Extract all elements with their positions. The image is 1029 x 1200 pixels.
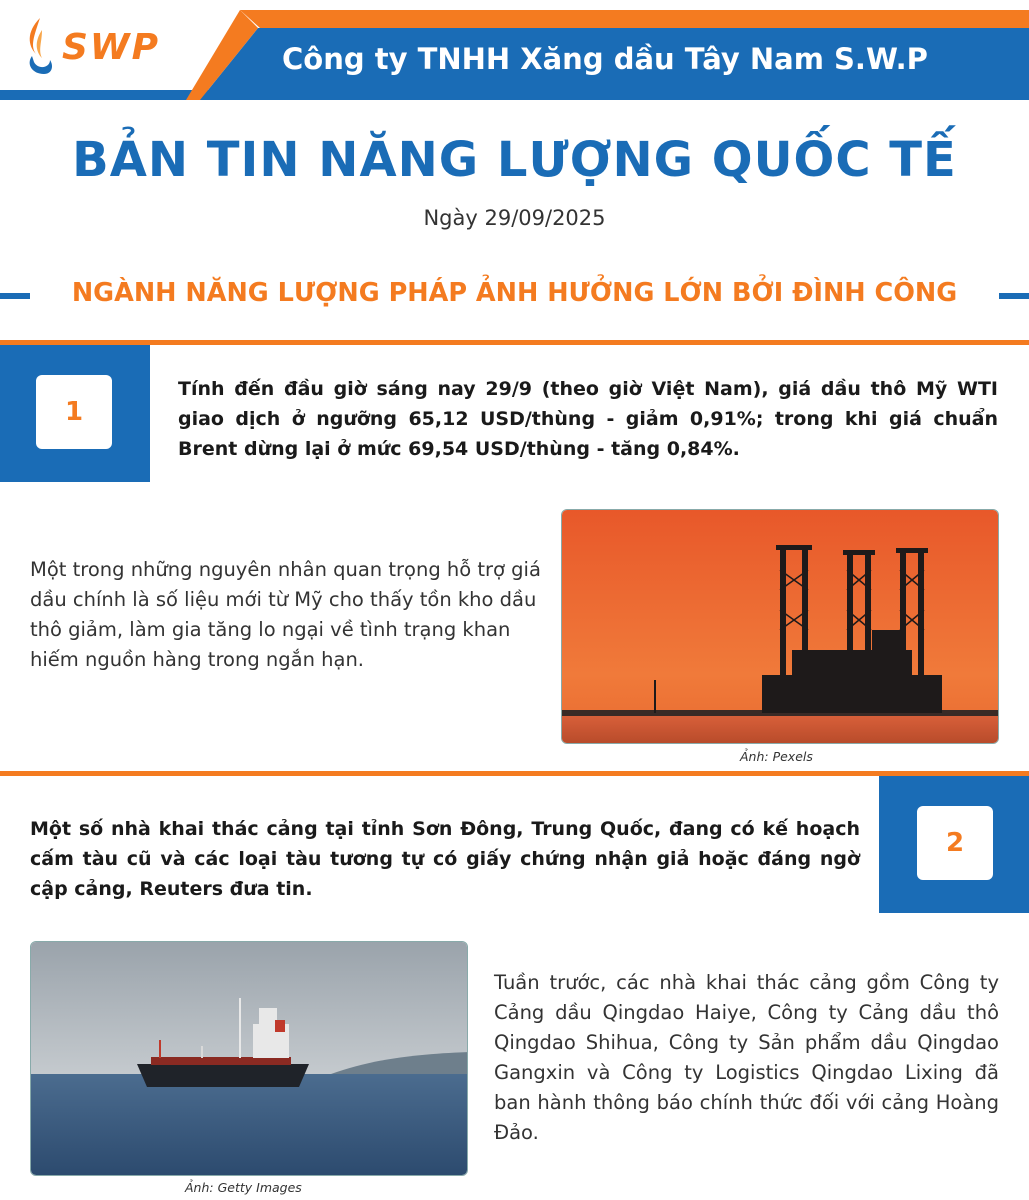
- item-number-badge: 1: [36, 375, 112, 449]
- section-title-text: NGÀNH NĂNG LƯỢNG PHÁP ẢNH HƯỞNG LỚN BỞI ĐÌNH CÔNG: [71, 278, 958, 308]
- newsletter-title: BẢN TIN NĂNG LƯỢNG QUỐC TẾ: [72, 132, 957, 188]
- company-name: Công ty TNHH Xăng dầu Tây Nam S.W.P: [282, 42, 928, 76]
- oil-rig-photo: [561, 509, 999, 744]
- heading-line-right: [999, 293, 1029, 299]
- item-body: Một trong những nguyên nhân quan trọng hỗ trợ giá dầu chính là số liệu mới từ Mỹ cho thấy tồn kho dầu thô giảm, làm gia tăng lo ngại về tình trạng khan hiếm nguồn hàng trong ngắn hạn.: [30, 558, 541, 671]
- heading-line-left: [0, 293, 30, 299]
- tanker-ship-photo: [30, 941, 468, 1176]
- newsletter-date: Ngày 29/09/2025: [423, 206, 606, 230]
- item-number-panel: [0, 345, 150, 482]
- flame-icon: [22, 16, 56, 78]
- item-headline: Tính đến đầu giờ sáng nay 29/9 (theo giờ Việt Nam), giá dầu thô Mỹ WTI giao dịch ở ngưỡng 65,12 USD/thùng - giảm 0,91%; trong khi giá chuẩn Brent dừng lại ở mức 69,54 USD/thùng - tăng 0,84%.: [178, 378, 998, 460]
- header-banner: [0, 0, 1029, 100]
- tanker-ship-image: [31, 942, 468, 1176]
- item-number-badge: 2: [917, 806, 993, 880]
- photo-caption: Ảnh: Getty Images: [185, 1180, 302, 1195]
- item-number-panel: [879, 776, 1029, 913]
- section-heading: [0, 276, 1029, 316]
- divider-line: [0, 771, 1029, 776]
- item-body: Tuần trước, các nhà khai thác cảng gồm Công ty Cảng dầu Qingdao Haiye, Công ty Cảng dầu thô Qingdao Shihua, Công ty Sản phẩm dầu Qingdao Gangxin và Công ty Logistics Qingdao Lixing đã ban hành thông báo chính thức đối với cảng Hoàng Đảo.: [494, 971, 999, 1144]
- logo-text: SWP: [62, 26, 161, 68]
- divider-line: [0, 340, 1029, 345]
- photo-caption: Ảnh: Pexels: [740, 749, 813, 764]
- item-headline: Một số nhà khai thác cảng tại tỉnh Sơn Đông, Trung Quốc, đang có kế hoạch cấm tàu cũ và các loại tàu tương tự có giấy chứng nhận giả hoặc đáng ngờ cập cảng, Reuters đưa tin.: [30, 818, 860, 900]
- company-logo: [22, 12, 202, 82]
- oil-rig-image: [562, 510, 999, 744]
